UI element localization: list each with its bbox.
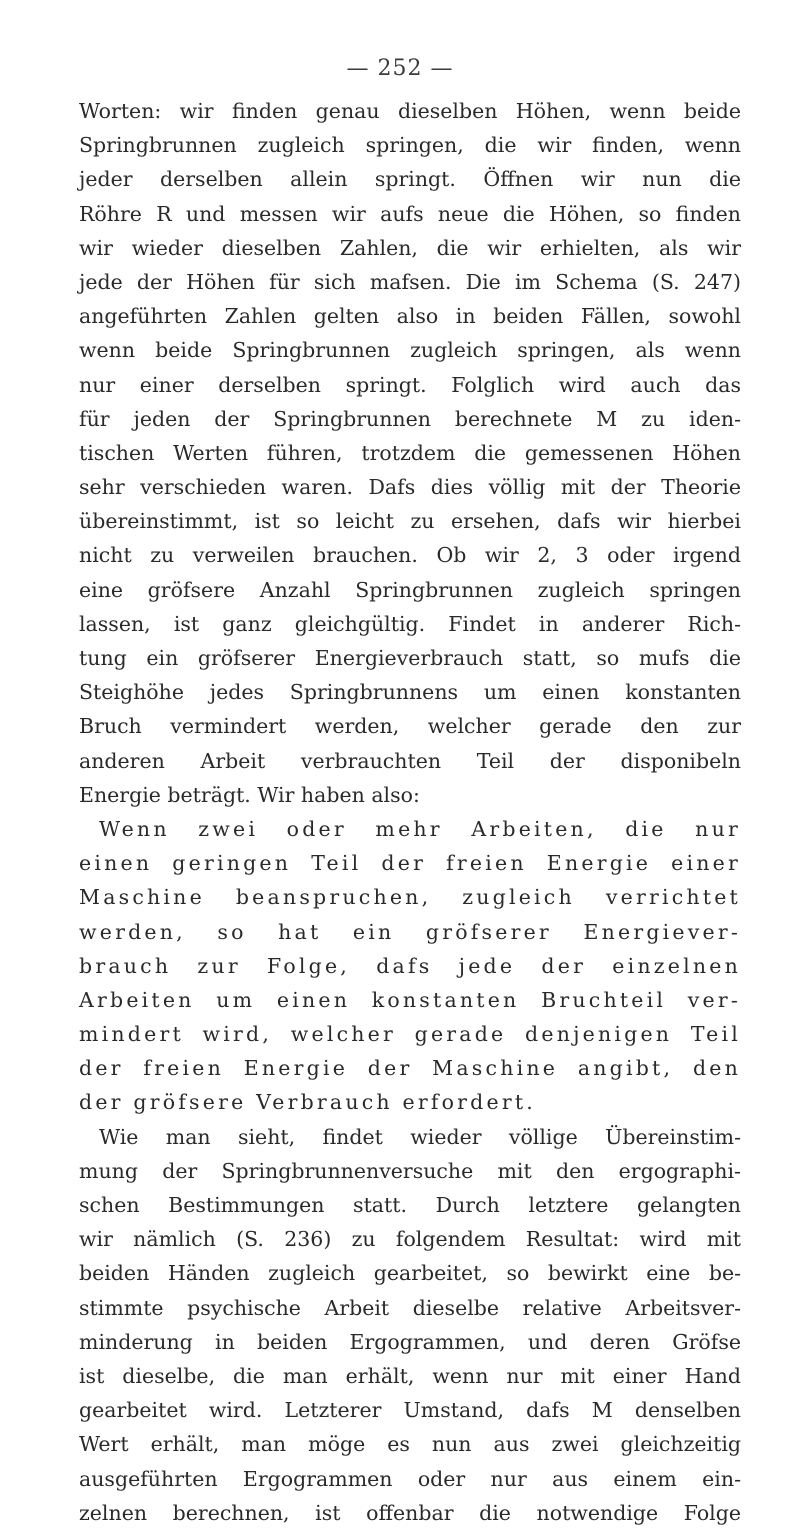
text-line: gearbeitet wird. Letzterer Umstand, dafs M denselben [79, 1398, 741, 1423]
text-line: ist dieselbe, die man erhält, wenn nur mit einer Hand [79, 1363, 741, 1388]
text-line: tischen Werten führen, trotzdem die gemessenen Höhen [79, 440, 741, 465]
text-line: Röhre R und messen wir aufs neue die Höhen, so finden [79, 201, 741, 226]
emphasized-line: einen geringen Teil der freien Energie einer [79, 851, 741, 876]
text-line: zelnen berechnen, ist offenbar die notwendige Folge [79, 1500, 741, 1525]
text-line: wir wieder dieselben Zahlen, die wir erhielten, als wir [79, 235, 741, 260]
emphasized-line: werden, so hat ein gröfserer Energiever- [79, 919, 741, 944]
text-line: Steighöhe jedes Springbrunnens um einen konstanten [79, 680, 741, 705]
text-line: stimmte psychische Arbeit dieselbe relative Arbeitsver- [79, 1295, 741, 1320]
body-text [79, 94, 741, 1530]
emphasized-line: brauch zur Folge, dafs jede der einzelnen [79, 953, 741, 978]
text-line: eine gröfsere Anzahl Springbrunnen zugleich springen [79, 577, 741, 602]
emphasized-line: Maschine beanspruchen, zugleich verrichtet [79, 885, 741, 910]
text-line: tung ein gröfserer Energieverbrauch statt, so mufs die [79, 646, 741, 670]
emphasized-line: der gröfsere Verbrauch erfordert. [79, 1090, 536, 1115]
text-line: Bruch vermindert werden, welcher gerade den zur [79, 714, 741, 739]
text-line: übereinstimmt, ist so leicht zu ersehen, dafs wir hierbei [79, 509, 741, 534]
text-line: schen Bestimmungen statt. Durch letztere gelangten [79, 1193, 741, 1217]
emphasized-line: der freien Energie der Maschine angibt, den [79, 1056, 741, 1081]
text-line: lassen, ist ganz gleichgültig. Findet in anderer Rich- [79, 611, 741, 636]
text-line: Energie beträgt. Wir haben also: [79, 782, 420, 807]
text-line: für jeden der Springbrunnen berechnete M zu iden- [79, 406, 741, 431]
text-line: wenn beide Springbrunnen zugleich springen, als wenn [79, 338, 741, 363]
text-line: Worten: wir finden genau dieselben Höhen, wenn beide [79, 99, 741, 123]
text-line: beiden Händen zugleich gearbeitet, so bewirkt eine be- [79, 1261, 741, 1286]
text-line: Springbrunnen zugleich springen, die wir finden, wenn [79, 133, 741, 158]
text-line: ausgeführten Ergogrammen oder nur aus einem ein- [79, 1466, 741, 1491]
text-line: minderung in beiden Ergogrammen, und deren Gröfse [79, 1329, 741, 1354]
text-line: nicht zu verweilen brauchen. Ob wir 2, 3 oder irgend [79, 543, 741, 568]
text-line: wir nämlich (S. 236) zu folgendem Resultat: wird mit [79, 1227, 741, 1252]
text-line: Wert erhält, man möge es nun aus zwei gleichzeitig [79, 1432, 741, 1457]
text-line: sehr verschieden waren. Dafs dies völlig mit der Theorie [79, 475, 741, 500]
text-line: anderen Arbeit verbrauchten Teil der disponibeln [79, 748, 741, 773]
emphasized-line: Wenn zwei oder mehr Arbeiten, die nur [99, 816, 741, 841]
text-line: jeder derselben allein springt. Öffnen wir nun die [79, 167, 741, 192]
text-line: mung der Springbrunnenversuche mit den ergographi- [79, 1158, 741, 1183]
emphasized-line: mindert wird, welcher gerade denjenigen Teil [79, 1022, 741, 1047]
emphasized-line: Arbeiten um einen konstanten Bruchteil ver- [79, 987, 741, 1012]
text-line: jede der Höhen für sich mafsen. Die im Schema (S. 247) [79, 269, 741, 294]
page-number: — 252 — [346, 56, 454, 81]
text-line: angeführten Zahlen gelten also in beiden Fällen, sowohl [79, 304, 741, 329]
text-line: nur einer derselben springt. Folglich wird auch das [79, 372, 741, 397]
text-line: Wie man sieht, findet wieder völlige Übereinstim- [99, 1124, 741, 1149]
